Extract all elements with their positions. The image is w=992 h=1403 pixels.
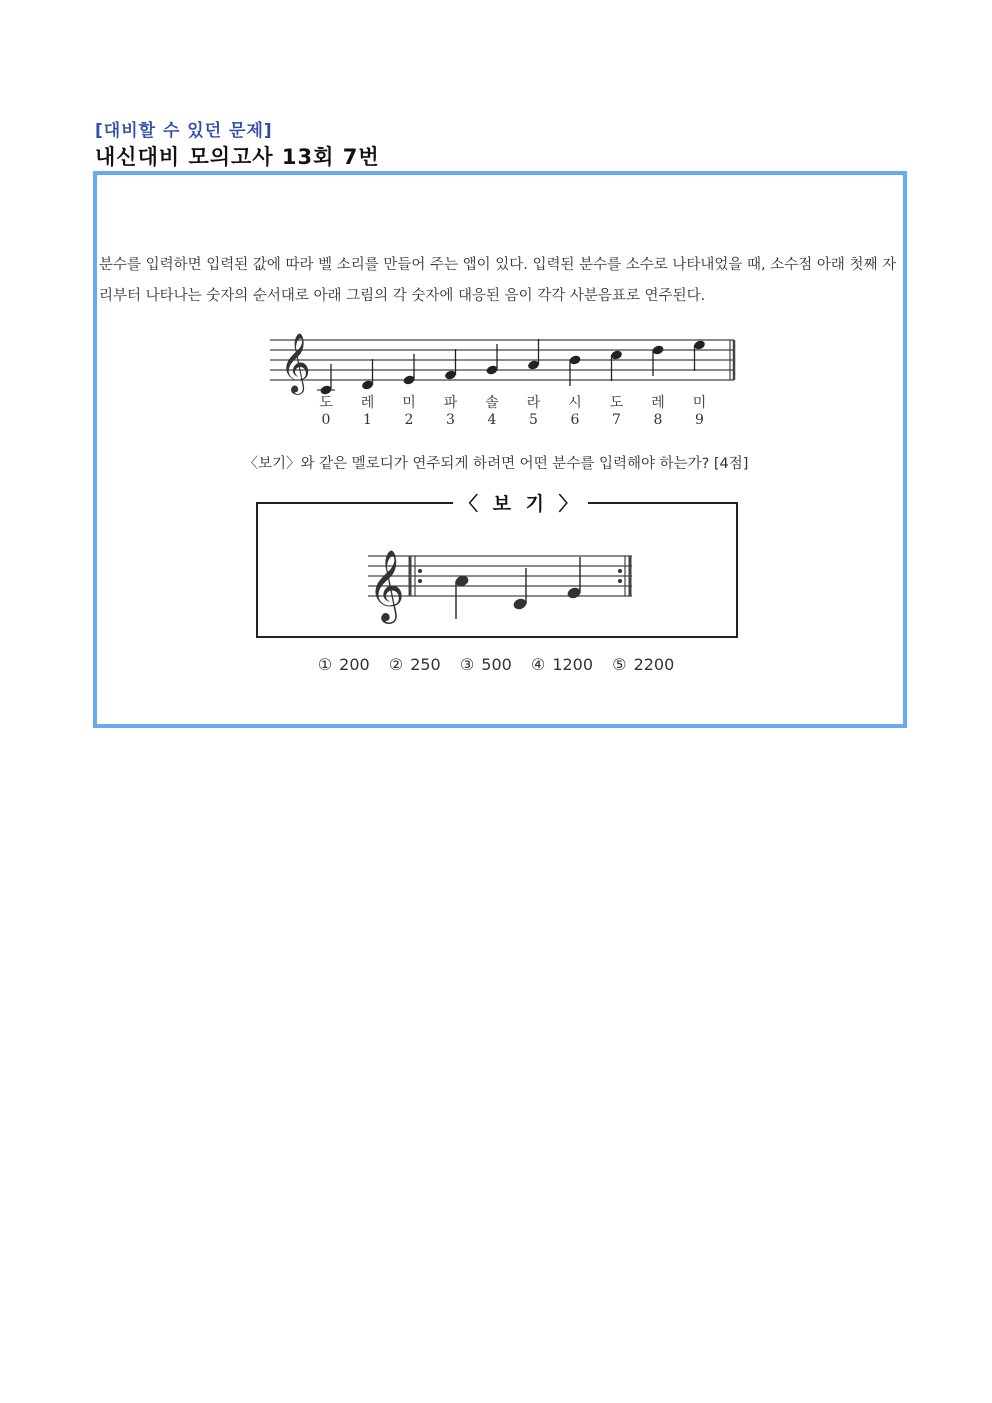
note-digit-label: 7 (612, 412, 621, 428)
choice-5[interactable]: ⑤ 2200 (612, 655, 675, 674)
answer-choices (0, 655, 992, 674)
note-digit-label: 4 (487, 412, 497, 428)
note-mapping-staff (258, 318, 738, 430)
note-digit-label: 1 (363, 412, 372, 428)
staff-lines (270, 340, 734, 380)
note-name-label: 레 (651, 395, 665, 411)
section-tag: [대비할 수 있던 문제] (95, 121, 273, 141)
note-name-label: 미 (402, 395, 416, 411)
choice-1[interactable]: ① 200 (317, 655, 370, 674)
note-digit-label: 0 (321, 412, 331, 428)
page-title: 내신대비 모의고사 13회 7번 (95, 145, 380, 169)
note-name-label: 파 (443, 395, 458, 411)
note-name-label: 솔 (485, 395, 499, 411)
problem-text: 분수를 입력하면 입력된 값에 따라 벨 소리를 만들어 주는 앱이 있다. 입력된 분수를 소수로 나타내었을 때, 소수점 아래 첫째 자리부터 나타나는 숫자의 순서대로 아래 그림의 각 숫자에 대응된 음이 각각 사분음표로 연주된다. (99, 257, 897, 304)
note-name-label: 라 (526, 395, 541, 411)
choice-4[interactable]: ④ 1200 (530, 655, 594, 674)
note-digit-label: 9 (695, 412, 704, 428)
note-digit-label: 6 (570, 412, 580, 428)
note-digit-label: 5 (529, 412, 538, 428)
treble-clef-icon: 𝄞 (368, 548, 405, 621)
note-digit-label: 8 (653, 412, 663, 428)
bogi-staff-lines (368, 556, 632, 596)
note-name-label: 미 (692, 395, 707, 411)
note-name-label: 레 (360, 395, 375, 411)
note-name-label: 시 (568, 395, 582, 411)
choice-3[interactable]: ③ 500 (459, 655, 512, 674)
note-digit-label: 3 (446, 412, 455, 428)
note-name-label: 도 (319, 395, 333, 411)
choice-2[interactable]: ② 250 (388, 655, 441, 674)
note-name-label: 도 (609, 395, 624, 411)
note-digit-label: 2 (404, 412, 414, 428)
staff-notes (317, 339, 706, 396)
staff-labels (319, 394, 706, 428)
treble-clef-icon: 𝄞 (280, 333, 311, 393)
bogi-melody-staff (360, 536, 640, 626)
question-text: 〈보기〉와 같은 멜로디가 연주되게 하려면 어떤 분수를 입력해야 하는가? [4점] (243, 456, 749, 472)
bogi-title: 〈 보 기 〉 (453, 489, 588, 516)
